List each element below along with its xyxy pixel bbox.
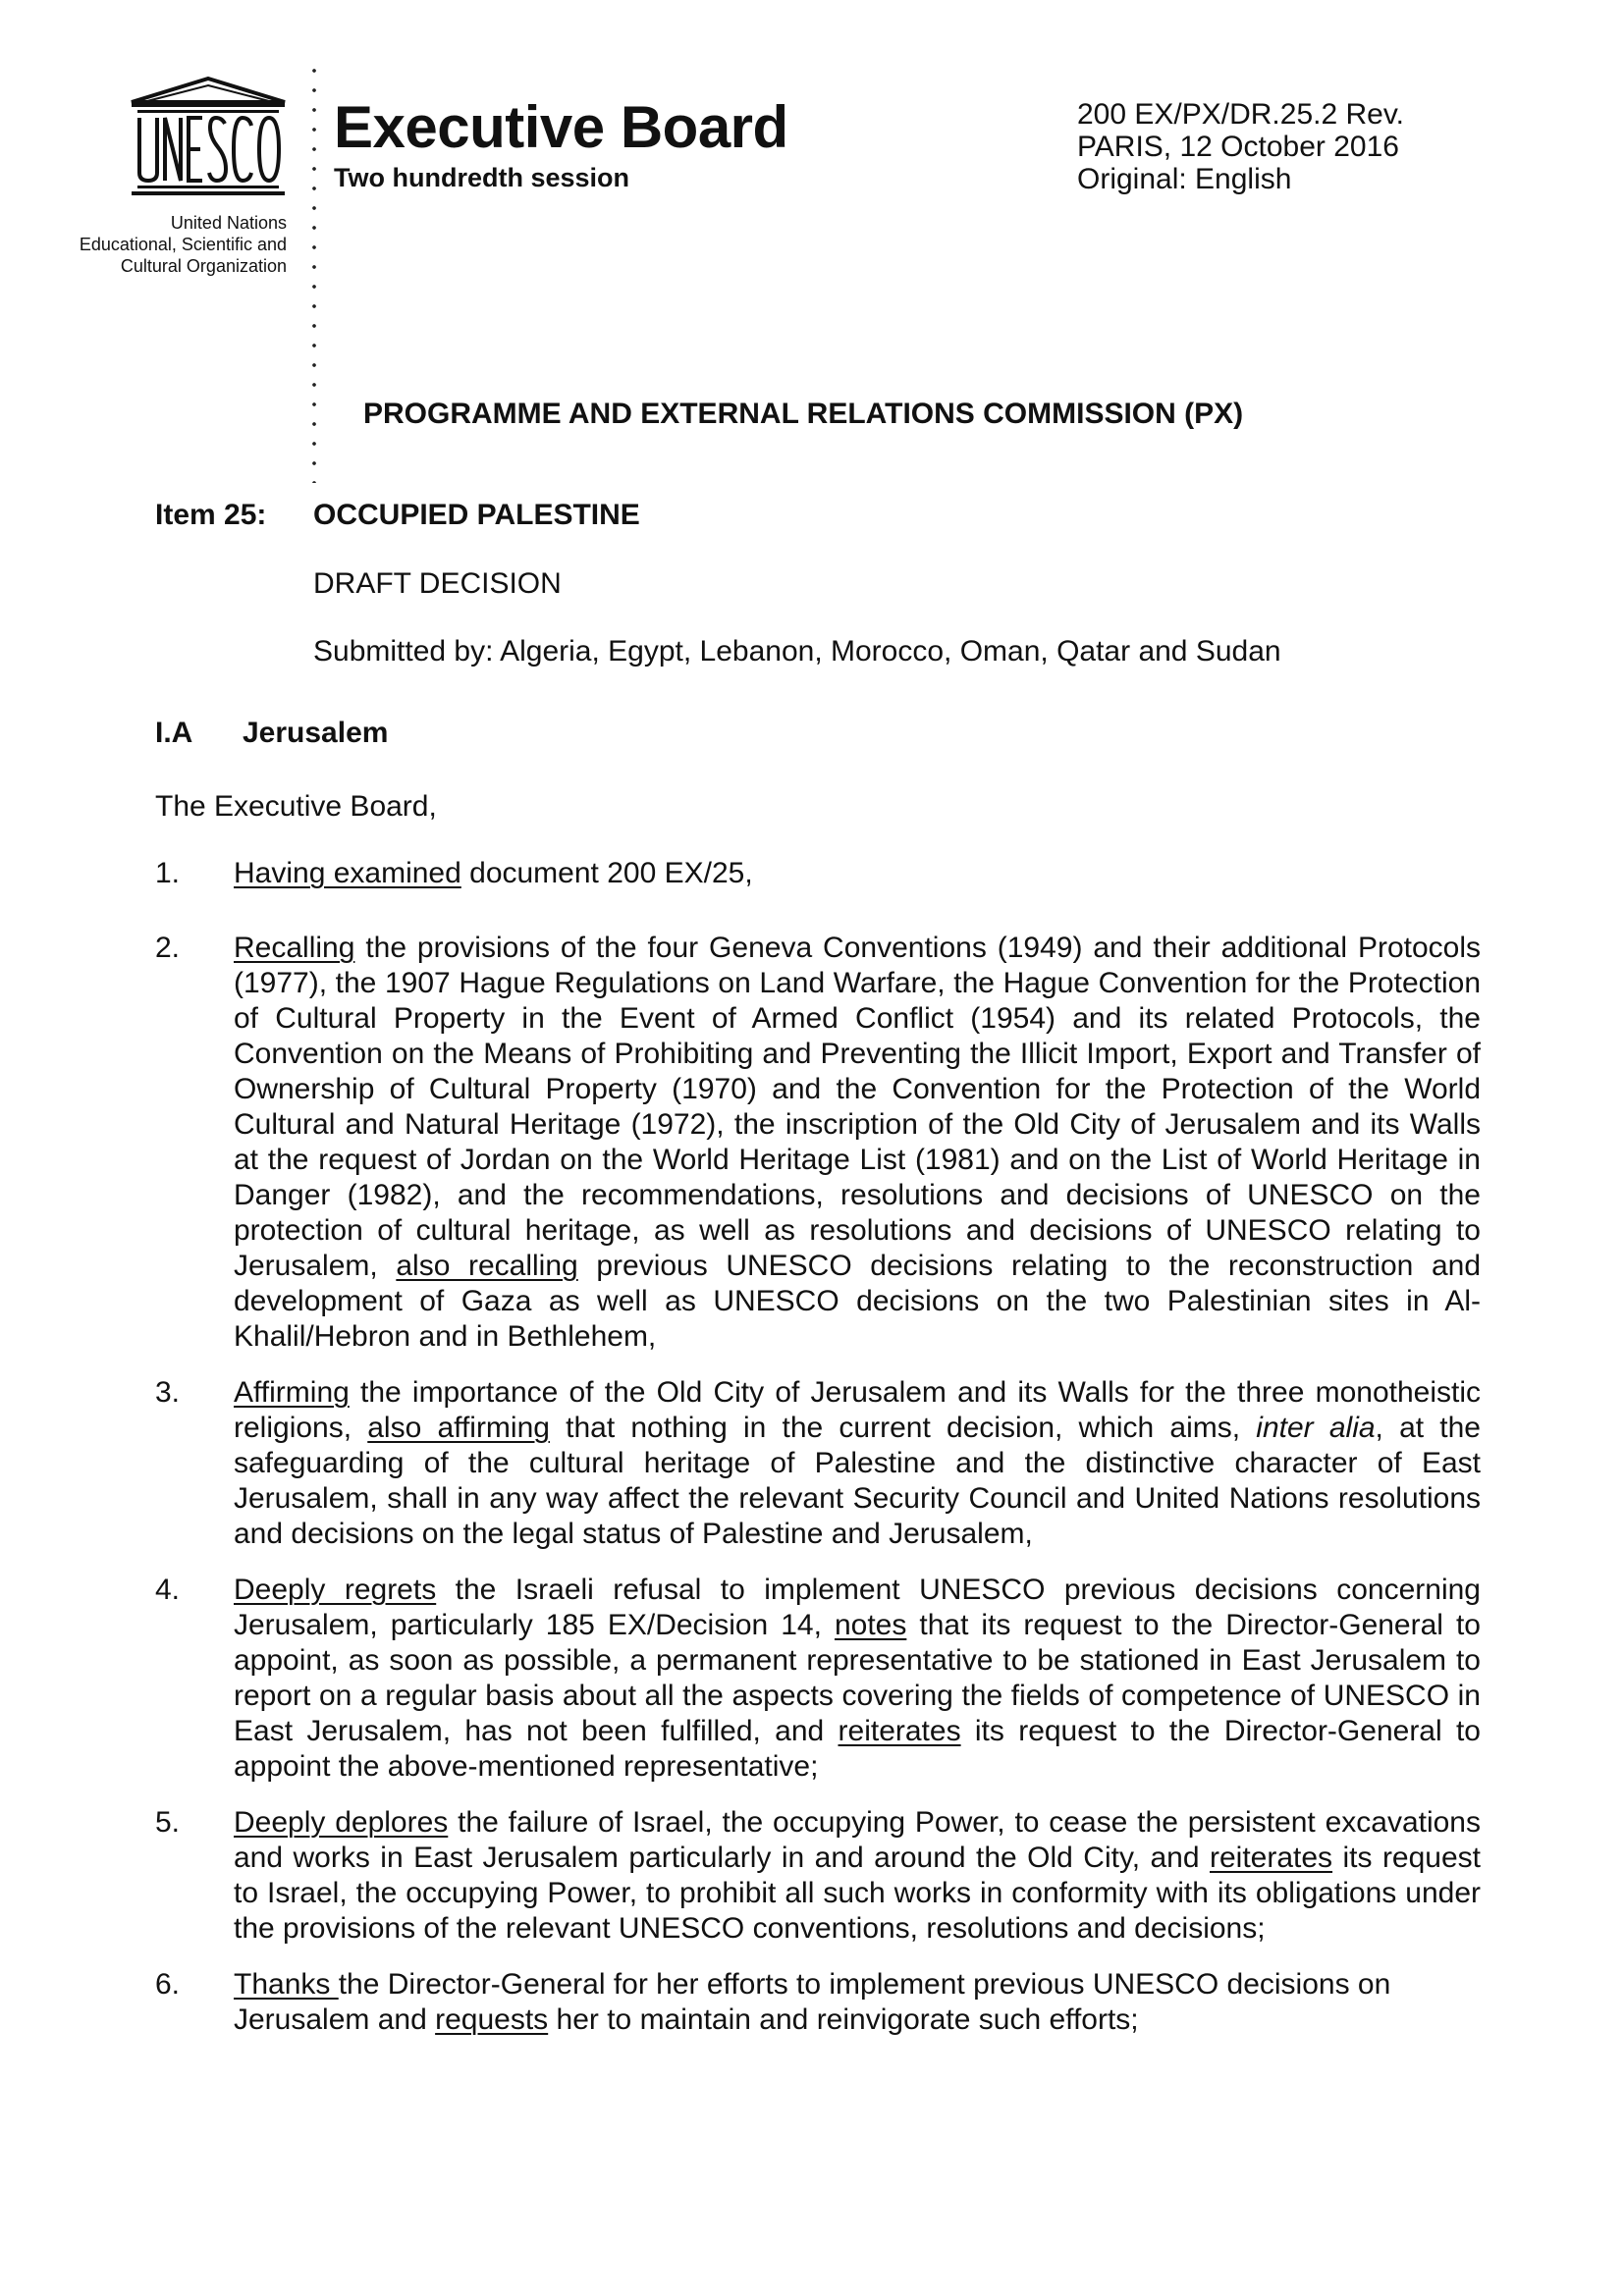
paragraph-segment: notes	[834, 1609, 907, 1641]
paragraph-segment: its request to Israel, the occupying Power, to prohibit all such works in conformity with its obligations under the provisions of the relevant UNESCO conventions, resolutions and decisions;	[234, 1842, 1482, 1945]
paragraph-segment: also affirming	[367, 1412, 550, 1444]
paragraph-segment: reiterates	[1210, 1842, 1333, 1874]
paragraph-segment: document 200 EX/25,	[460, 857, 753, 889]
submitted-by: Submitted by: Algeria, Egypt, Lebanon, Morocco, Oman, Qatar and Sudan	[313, 635, 1281, 667]
paragraph-number: 1.	[155, 857, 181, 889]
original-language: Original: English	[1077, 163, 1292, 195]
paragraph-segment: Affirming	[234, 1376, 350, 1409]
paragraph-segment: her to maintain and reinvigorate such efforts;	[548, 2003, 1139, 2036]
section-number: I.A	[155, 717, 193, 749]
paragraph-segment: the failure of Israel, the occupying Power, to cease the persistent excavations and works in East Jerusalem particularly in and around the Old City, and	[234, 1806, 1481, 1874]
paragraph-segment: Recalling	[234, 932, 355, 964]
paragraph-segment: the provisions of the four Geneva Conventions (1949) and their additional Protocols (1977), the 1907 Hague Regulations on Land Warfare, the Hague Convention for the Protection of Cultural Property in the Event of Armed Conflict (1954) and its related Protocols, the Convention on the Means of Prohibiting and Preventing the Illicit Import, Export and Transfer of Ownership of Cultural Property (1970) and the Convention for the Protection of the World Cultural and Natural Heritage (1972), the inscription of the Old City of Jerusalem and its Walls at the request of Jordan on the World Heritage List (1981) and on the List of World Heritage in Danger (1982), and the recommendations, resolutions and decisions of UNESCO on the protection of cultural heritage, as well as resolutions and decisions of UNESCO relating to Jerusalem,	[234, 932, 1481, 1282]
commission-heading: PROGRAMME AND EXTERNAL RELATIONS COMMISSION (PX)	[363, 398, 1244, 430]
board-title: Executive Board	[334, 94, 788, 160]
paragraph-3	[155, 1375, 1481, 1552]
paragraph-6	[155, 1967, 1481, 2038]
paragraph-2	[155, 931, 1481, 1355]
document-meta	[1077, 98, 1404, 195]
paragraph-number: 4.	[155, 1574, 181, 1606]
paragraph-segment: that nothing in the current decision, which aims,	[549, 1412, 1257, 1444]
paragraph-segment: previous UNESCO decisions relating to the reconstruction and development of Gaza as well as UNESCO decisions on the two Palestinian sites in Al-Khalil/Hebron and in Bethlehem,	[234, 1250, 1482, 1353]
decision-paragraphs	[155, 856, 1481, 2038]
paragraph-segment: also recalling	[396, 1250, 578, 1282]
unesco-logo	[126, 77, 291, 199]
org-line-2: Educational, Scientific and	[79, 235, 287, 254]
org-line-3: Cultural Organization	[120, 256, 287, 276]
document-reference: 200 EX/PX/DR.25.2 Rev.	[1077, 98, 1404, 131]
paragraph-segment: the Director-General for her efforts to implement previous UNESCO decisions on Jerusalem and	[234, 1968, 1391, 2036]
paragraph-1	[155, 856, 1481, 891]
paragraph-segment: Thanks	[234, 1968, 339, 2001]
item-label: Item 25:	[155, 499, 267, 531]
dotted-divider	[311, 61, 317, 483]
paragraph-segment: reiterates	[838, 1715, 961, 1747]
paragraph-number: 2.	[155, 932, 181, 964]
paragraph-text	[234, 1805, 1481, 1947]
paragraph-5	[155, 1805, 1481, 1947]
section-title: Jerusalem	[243, 717, 389, 749]
paragraph-segment: the importance of the Old City of Jerusalem and its Walls for the three monotheistic religions,	[234, 1376, 1481, 1444]
paragraph-text	[234, 1375, 1481, 1552]
session-subtitle: Two hundredth session	[334, 163, 630, 192]
paragraph-text	[234, 931, 1481, 1355]
org-line-1: United Nations	[170, 213, 287, 233]
item-title: OCCUPIED PALESTINE	[313, 499, 640, 531]
paragraph-segment: Deeply deplores	[234, 1806, 449, 1839]
paragraph-segment: the Israeli refusal to implement UNESCO previous decisions concerning Jerusalem, particularly 185 EX/Decision 14,	[234, 1574, 1481, 1641]
paragraph-number: 5.	[155, 1806, 181, 1839]
paragraph-4	[155, 1573, 1481, 1785]
paragraph-segment: that its request to the Director-General to appoint, as soon as possible, a permanent representative to be stationed in East Jerusalem to report on a regular basis about all the aspects covering the fields of competence of UNESCO in East Jerusalem, has not been fulfilled, and	[234, 1609, 1481, 1747]
paragraph-segment: Deeply regrets	[234, 1574, 437, 1606]
paragraph-number: 3.	[155, 1376, 181, 1409]
paragraph-text	[234, 1573, 1481, 1785]
paragraph-number: 6.	[155, 1968, 181, 2001]
place-date: PARIS, 12 October 2016	[1077, 131, 1399, 163]
paragraph-segment: requests	[435, 2003, 549, 2036]
paragraph-text	[234, 856, 1481, 891]
paragraph-text	[234, 1967, 1481, 2038]
paragraph-segment: , at the safeguarding of the cultural heritage of Palestine and the distinctive character of East Jerusalem, shall in any way affect the relevant Security Council and United Nations resolutions and decisions on the legal status of Palestine and Jerusalem,	[234, 1412, 1481, 1550]
paragraph-segment: inter alia	[1256, 1412, 1376, 1444]
draft-decision-label: DRAFT DECISION	[313, 567, 562, 600]
paragraph-segment: Having examined	[234, 857, 461, 889]
preamble: The Executive Board,	[155, 790, 437, 823]
organization-name	[29, 212, 287, 277]
paragraph-segment: its request to the Director-General to appoint the above-mentioned representative;	[234, 1715, 1481, 1783]
